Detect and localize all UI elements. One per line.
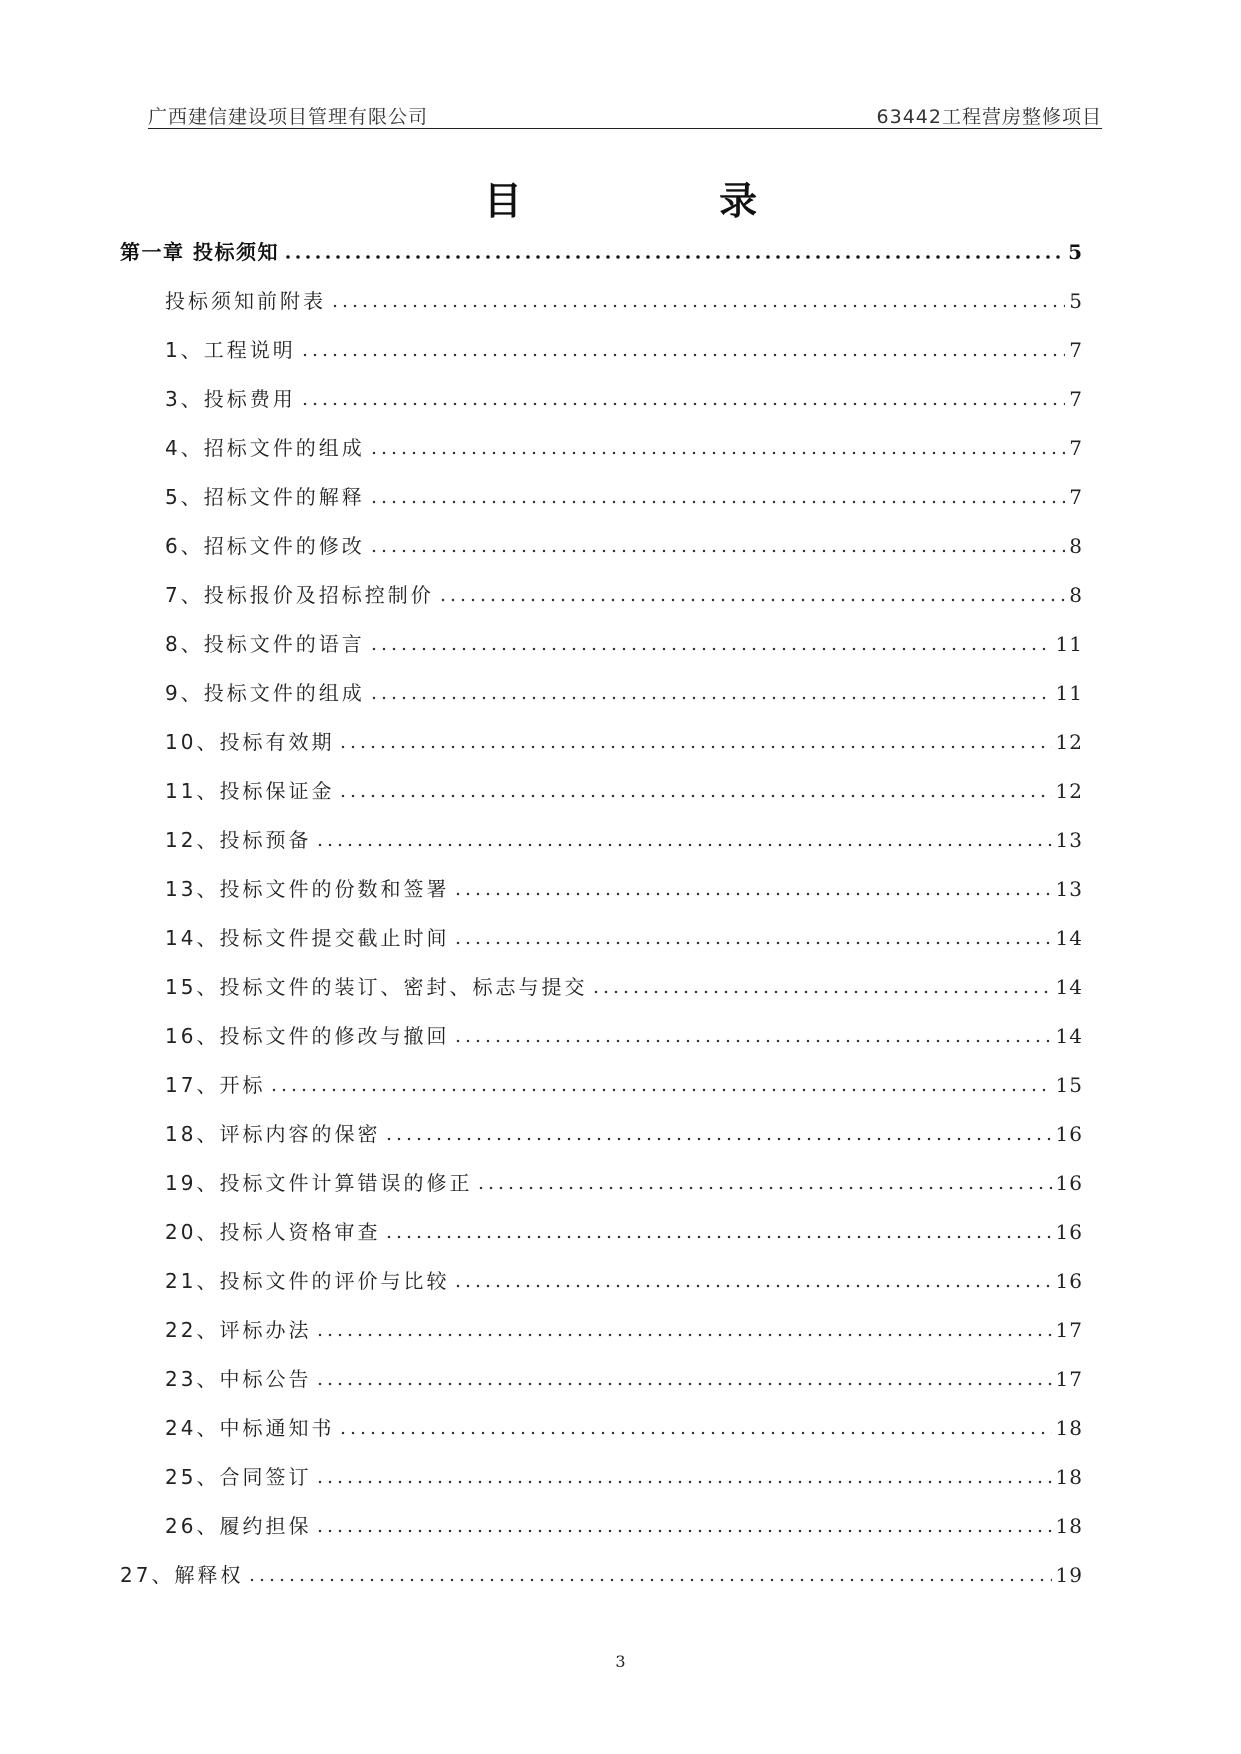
toc-entry[interactable]	[165, 1363, 1083, 1393]
toc-entry-label: 13、投标文件的份数和签署	[165, 877, 450, 901]
page-title: 目 录	[483, 179, 850, 223]
toc-entry[interactable]	[120, 1559, 1083, 1589]
toc-entry[interactable]	[165, 334, 1083, 364]
toc-leader-dots	[453, 892, 1051, 896]
toc-leader-dots	[315, 1480, 1051, 1484]
toc-entry-page: 17	[1055, 1367, 1083, 1391]
toc-entry-label: 11、投标保证金	[165, 779, 335, 803]
toc-leader-dots	[315, 843, 1051, 847]
toc-entry-page: 16	[1055, 1269, 1083, 1293]
toc-leader-dots	[315, 1382, 1051, 1386]
toc-leader-dots	[369, 647, 1052, 651]
toc-leader-dots	[338, 794, 1051, 798]
toc-entry-label: 19、投标文件计算错误的修正	[165, 1171, 473, 1195]
toc-entry-page: 18	[1055, 1465, 1083, 1489]
toc-entry[interactable]	[165, 432, 1083, 462]
toc-entry-label: 6、招标文件的修改	[165, 534, 365, 558]
toc-entry-label: 20、投标人资格审查	[165, 1220, 381, 1244]
toc-leader-dots	[369, 549, 1066, 553]
toc-entry[interactable]	[165, 922, 1083, 952]
toc-entry[interactable]	[165, 1020, 1083, 1050]
toc-entry-label: 24、中标通知书	[165, 1416, 335, 1440]
toc-entry-page: 19	[1055, 1563, 1083, 1587]
toc-entry-label: 4、招标文件的组成	[165, 436, 365, 460]
toc-entry-page: 8	[1069, 583, 1083, 607]
toc-entry-label: 16、投标文件的修改与撤回	[165, 1024, 450, 1048]
toc-entry-page: 17	[1055, 1318, 1083, 1342]
toc-entry-label: 23、中标公告	[165, 1367, 312, 1391]
toc-entry-page: 8	[1069, 534, 1083, 558]
toc-entry-page: 13	[1055, 828, 1083, 852]
toc-entry[interactable]	[120, 236, 1083, 266]
toc-entry-label: 1、工程说明	[165, 338, 296, 362]
page-header	[148, 100, 1102, 129]
toc-entry-page: 12	[1055, 779, 1083, 803]
toc-entry[interactable]	[165, 628, 1083, 658]
toc-leader-dots	[338, 1431, 1051, 1435]
toc-leader-dots	[453, 1284, 1051, 1288]
toc-leader-dots	[300, 402, 1066, 406]
toc-entry[interactable]	[165, 383, 1083, 413]
toc-entry-page: 15	[1055, 1073, 1083, 1097]
toc-entry-label: 10、投标有效期	[165, 730, 335, 754]
toc-leader-dots	[315, 1529, 1051, 1533]
toc-leader-dots	[384, 1235, 1051, 1239]
toc-entry-page: 13	[1055, 877, 1083, 901]
toc-entry[interactable]	[165, 1069, 1083, 1099]
toc-entry[interactable]	[165, 530, 1083, 560]
toc-entry-page: 18	[1055, 1514, 1083, 1538]
toc-entry-page: 14	[1055, 1024, 1083, 1048]
toc-leader-dots	[300, 353, 1066, 357]
toc-leader-dots	[453, 941, 1051, 945]
toc-entry[interactable]	[165, 1461, 1083, 1491]
toc-entry[interactable]	[165, 1510, 1083, 1540]
toc-entry[interactable]	[165, 971, 1083, 1001]
toc-entry-page: 14	[1055, 975, 1083, 999]
toc-leader-dots	[476, 1186, 1051, 1190]
toc-entry-page: 16	[1055, 1171, 1083, 1195]
header-company-name: 广西建信建设项目管理有限公司	[148, 106, 429, 128]
toc-entry-label: 8、投标文件的语言	[165, 632, 365, 656]
toc-entry-label: 15、投标文件的装订、密封、标志与提交	[165, 975, 588, 999]
toc-leader-dots	[283, 255, 1064, 259]
toc-entry-page: 11	[1055, 632, 1083, 656]
toc-entry-page: 12	[1055, 730, 1083, 754]
toc-entry[interactable]	[165, 1412, 1083, 1442]
toc-entry-label: 9、投标文件的组成	[165, 681, 365, 705]
toc-entry[interactable]	[165, 1314, 1083, 1344]
toc-entry-label: 18、评标内容的保密	[165, 1122, 381, 1146]
toc-leader-dots	[338, 745, 1051, 749]
toc-entry-label: 14、投标文件提交截止时间	[165, 926, 450, 950]
toc-leader-dots	[438, 598, 1066, 602]
toc-entry[interactable]	[165, 775, 1083, 805]
toc-leader-dots	[315, 1333, 1051, 1337]
toc-entry-page: 5	[1068, 240, 1083, 264]
toc-entry-page: 7	[1069, 436, 1083, 460]
toc-leader-dots	[384, 1137, 1051, 1141]
toc-entry-page: 14	[1055, 926, 1083, 950]
toc-entry[interactable]	[165, 1118, 1083, 1148]
toc-entry-page: 5	[1069, 289, 1083, 313]
toc-leader-dots	[247, 1578, 1051, 1582]
toc-entry-page: 16	[1055, 1220, 1083, 1244]
toc-entry[interactable]	[165, 873, 1083, 903]
toc-entry[interactable]	[165, 824, 1083, 854]
toc-entry-page: 7	[1069, 338, 1083, 362]
toc-entry[interactable]	[165, 1216, 1083, 1246]
toc-entry-label: 26、履约担保	[165, 1514, 312, 1538]
toc-entry-label: 第一章 投标须知	[120, 240, 279, 264]
toc-entry-page: 16	[1055, 1122, 1083, 1146]
toc-entry-page: 11	[1055, 681, 1083, 705]
toc-leader-dots	[453, 1039, 1051, 1043]
toc-entry-label: 12、投标预备	[165, 828, 312, 852]
toc-entry[interactable]	[165, 1167, 1083, 1197]
page-number: 3	[615, 1652, 626, 1671]
toc-entry[interactable]	[165, 1265, 1083, 1295]
toc-entry-label: 7、投标报价及招标控制价	[165, 583, 434, 607]
toc-entry-label: 22、评标办法	[165, 1318, 312, 1342]
toc-entry-label: 21、投标文件的评价与比较	[165, 1269, 450, 1293]
toc-entry-label: 17、开标	[165, 1073, 266, 1097]
toc-entry[interactable]	[165, 285, 1083, 315]
toc-leader-dots	[591, 990, 1051, 994]
toc-entry[interactable]	[165, 579, 1083, 609]
header-project-name: 63442工程营房整修项目	[876, 106, 1102, 128]
toc-entry-label: 投标须知前附表	[165, 289, 326, 313]
toc-leader-dots	[369, 696, 1052, 700]
toc-leader-dots	[269, 1088, 1051, 1092]
toc-entry-label: 27、解释权	[120, 1563, 244, 1587]
toc-entry-label: 3、投标费用	[165, 387, 296, 411]
toc-entry[interactable]	[165, 726, 1083, 756]
toc-entry[interactable]	[165, 677, 1083, 707]
toc-entry-label: 5、招标文件的解释	[165, 485, 365, 509]
toc-leader-dots	[369, 500, 1066, 504]
toc-leader-dots	[330, 304, 1065, 308]
toc-entry-page: 7	[1069, 387, 1083, 411]
toc-leader-dots	[369, 451, 1066, 455]
toc-entry-label: 25、合同签订	[165, 1465, 312, 1489]
toc-entry[interactable]	[165, 481, 1083, 511]
toc-entry-page: 18	[1055, 1416, 1083, 1440]
toc-entry-page: 7	[1069, 485, 1083, 509]
